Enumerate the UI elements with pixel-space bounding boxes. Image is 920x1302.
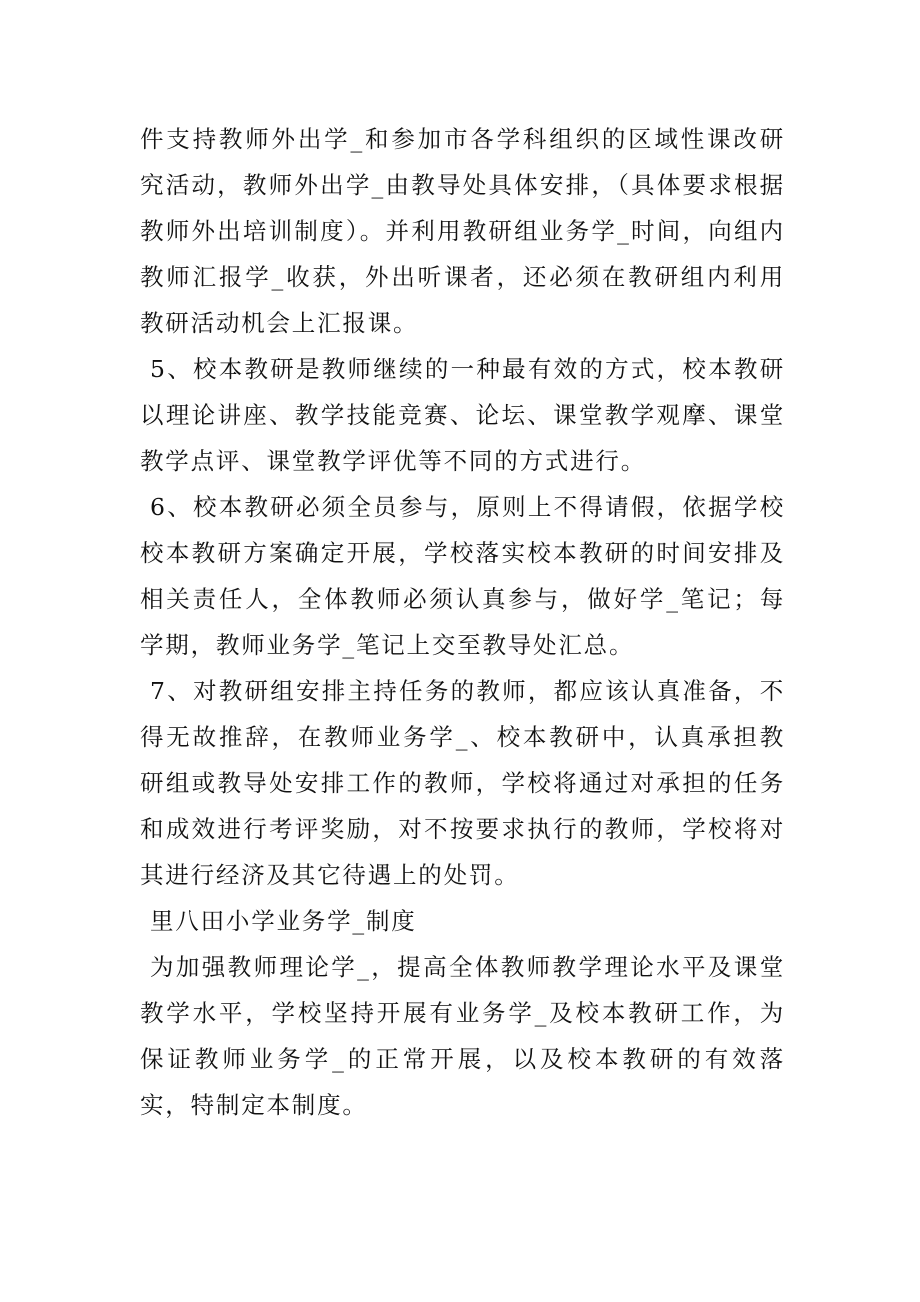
paragraph-item-5: 5、校本教研是教师继续的一种最有效的方式，校本教研以理论讲座、教学技能竞赛、论坛、课堂教学观摩、课堂教学点评、课堂教学评优等不同的方式进行。 — [140, 355, 785, 475]
document-body — [140, 116, 785, 1128]
paragraph-item-7: 7、对教研组安排主持任务的教师，都应该认真准备，不得无故推辞，在教师业务学_、校本教研中，认真承担教研组或教导处安排工作的教师，学校将通过对承担的任务和成效进行考评奖励，对不按要求执行的教师，学校将对其进行经济及其它待遇上的处罚。 — [140, 677, 785, 889]
paragraph-continuation: 件支持教师外出学_和参加市各学科组织的区域性课改研究活动，教师外出学_由教导处具体安排，（具体要求根据教师外出培训制度）。并利用教研组业务学_时间，向组内教师汇报学_收获，外出听课者，还必须在教研组内利用教研活动机会上汇报课。 — [140, 125, 785, 337]
paragraph-intro: 为加强教师理论学_，提高全体教师教学理论水平及课堂教学水平，学校坚持开展有业务学_及校本教研工作，为保证教师业务学_的正常开展，以及校本教研的有效落实，特制定本制度。 — [140, 953, 785, 1119]
paragraph-item-6: 6、校本教研必须全员参与，原则上不得请假，依据学校校本教研方案确定开展，学校落实校本教研的时间安排及相关责任人，全体教师必须认真参与，做好学_笔记；每学期，教师业务学_笔记上交至教导处汇总。 — [140, 493, 785, 659]
section-heading: 里八田小学业务学_制度 — [150, 907, 417, 935]
